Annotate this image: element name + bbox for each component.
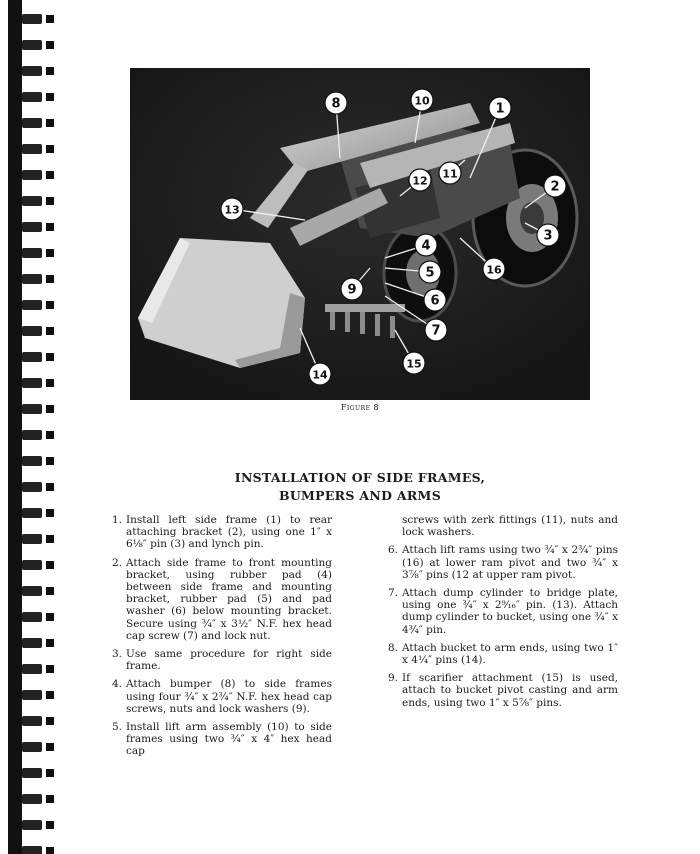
binding-hole (46, 587, 54, 595)
binding-hole (46, 119, 54, 127)
binding-coil (22, 92, 42, 102)
step-number: 9. (388, 672, 399, 685)
step-item (112, 721, 332, 758)
callout-11 (439, 162, 461, 184)
binding-coil (22, 300, 42, 310)
step-number: 5. (112, 721, 123, 734)
binding-hole (46, 665, 54, 673)
binding-hole (46, 795, 54, 803)
binding-coil (22, 638, 42, 648)
step-text: Attach lift rams using two ¾″ x 2¾″ pins (16) at lower ram pivot and two ¾″ x 3⅞″ pins (12 at upper ram pivot. (402, 544, 618, 581)
binding-coil (22, 794, 42, 804)
binding-coil (22, 846, 42, 854)
callout-label: 8 (331, 96, 341, 112)
callout-label: 4 (421, 238, 431, 254)
binding-hole (46, 431, 54, 439)
binding-hole (46, 275, 54, 283)
binding-coil (22, 274, 42, 284)
binding-coil (22, 66, 42, 76)
callout-label: 5 (425, 265, 435, 281)
step-text: Attach dump cylinder to bridge plate, using one ¾″ x 2⁹⁄₁₆″ pin. (13). Attach dump cylinder to bucket, using one ¾″ x 4¾″ pin. (402, 587, 618, 636)
binding-coil (22, 404, 42, 414)
binding-coil (22, 482, 42, 492)
callout-12 (409, 169, 431, 191)
binding-hole (46, 561, 54, 569)
callout-label: 11 (442, 167, 458, 181)
binding-hole (46, 743, 54, 751)
callout-label: 10 (414, 94, 430, 108)
callout-5 (419, 261, 441, 283)
callout-label: 13 (224, 203, 240, 217)
binding-coil (22, 326, 42, 336)
tractor-loader-photo (130, 68, 590, 400)
binding-hole (46, 379, 54, 387)
step-item (388, 642, 618, 666)
binding-coil (22, 456, 42, 466)
callout-label: 1 (495, 101, 505, 117)
step-item (388, 544, 618, 581)
binding-hole (46, 41, 54, 49)
callout-label: 3 (543, 228, 553, 244)
step-text: Install left side frame (1) to rear attaching bracket (2), using one 1″ x 6⅛″ pin (3) and lynch pin. (126, 514, 332, 551)
binding-hole (46, 327, 54, 335)
binding-coil (22, 716, 42, 726)
step-item (112, 557, 332, 642)
binding-hole (46, 847, 54, 854)
binding-coil (22, 612, 42, 622)
binding-hole (46, 405, 54, 413)
binding-coil (22, 40, 42, 50)
instructions-column-right (388, 514, 618, 715)
binding-hole (46, 67, 54, 75)
step-text: Attach side frame to front mounting bracket, using rubber pad (4) between side frame and mounting bracket, rubber pad (5) and pad washer (6) below mounting bracket. Secure using ¾″ x 3½″ N.F. hex head cap screw (7) and lock nut. (126, 556, 332, 642)
binding-hole (46, 301, 54, 309)
step-number: 6. (388, 544, 399, 557)
callout-label: 12 (412, 174, 428, 188)
binding-hole (46, 457, 54, 465)
binding-coil (22, 508, 42, 518)
binding-hole (46, 483, 54, 491)
callout-15 (403, 352, 425, 374)
callout-1 (489, 97, 511, 119)
binding-hole (46, 353, 54, 361)
callout-13 (221, 198, 243, 220)
step-number: 1. (112, 514, 123, 526)
binding-coil (22, 170, 42, 180)
binding-hole (46, 613, 54, 621)
callout-3 (537, 224, 559, 246)
step-number: 3. (112, 648, 123, 661)
binding-hole (46, 717, 54, 725)
step-number: 7. (388, 587, 399, 600)
callout-label: 9 (347, 282, 357, 298)
binding-coil (22, 690, 42, 700)
binding-coil (22, 534, 42, 544)
step-item (112, 678, 332, 715)
step-item (388, 587, 618, 636)
binding-coil (22, 14, 42, 24)
binding-coil (22, 820, 42, 830)
binding-coil (22, 352, 42, 362)
binding-coil (22, 586, 42, 596)
step-text: Attach bumper (8) to side frames using four ¾″ x 2¾″ N.F. hex head cap screws, nuts and lock washers (9). (126, 678, 332, 715)
callout-label: 6 (430, 293, 440, 309)
step-item (112, 648, 332, 672)
binding-hole (46, 509, 54, 517)
binding-coil (22, 248, 42, 258)
callout-9 (341, 278, 363, 300)
binding-hole (46, 535, 54, 543)
callout-7 (425, 319, 447, 341)
binding-hole (46, 821, 54, 829)
callout-label: 7 (431, 323, 441, 339)
binding-coil (22, 560, 42, 570)
step-number: 8. (388, 641, 399, 654)
callout-14 (309, 363, 331, 385)
callout-label: 14 (312, 368, 328, 382)
step-item (388, 672, 618, 709)
step-continuation-text: screws with zerk fittings (11), nuts and lock washers. (402, 514, 618, 539)
spiral-binding (0, 0, 60, 854)
binding-coil (22, 742, 42, 752)
callout-label: 15 (406, 357, 422, 371)
binding-coil (22, 768, 42, 778)
callout-10 (411, 89, 433, 111)
step-item (112, 514, 332, 551)
binding-coil (22, 378, 42, 388)
callout-6 (424, 289, 446, 311)
binding-coil (22, 664, 42, 674)
binding-coil (22, 196, 42, 206)
callout-label: 2 (550, 179, 560, 195)
binding-hole (46, 223, 54, 231)
callout-4 (415, 234, 437, 256)
callout-16 (483, 258, 505, 280)
binding-hole (46, 249, 54, 257)
binding-hole (46, 15, 54, 23)
callout-8 (325, 92, 347, 114)
binding-hole (46, 197, 54, 205)
binding-hole (46, 691, 54, 699)
callout-label: 16 (486, 263, 502, 277)
step-number: 4. (112, 678, 123, 691)
binding-hole (46, 145, 54, 153)
binding-coil (22, 222, 42, 232)
binding-hole (46, 93, 54, 101)
binding-coil (22, 118, 42, 128)
binding-hole (46, 639, 54, 647)
instructions-column-left (112, 514, 332, 764)
section-title-line-2: BUMPERS AND ARMS (278, 488, 442, 503)
step-text: Install lift arm assembly (10) to side frames using two ¾″ x 4″ hex head cap (126, 721, 332, 758)
binding-hole (46, 171, 54, 179)
step-text: Attach bucket to arm ends, using two 1″ x 4¼″ pins (14). (402, 641, 618, 667)
callout-2 (544, 175, 566, 197)
figure-caption: Figure 8 (340, 403, 380, 412)
step-text: Use same procedure for right side frame. (126, 648, 332, 673)
binding-coil (22, 430, 42, 440)
binding-hole (46, 769, 54, 777)
binding-coil (22, 144, 42, 154)
step-number: 2. (112, 556, 123, 569)
step-text: If scarifier attachment (15) is used, attach to bucket pivot casting and arm ends, using two 1″ x 5⅞″ pins. (402, 672, 618, 709)
section-title-line-1: INSTALLATION OF SIDE FRAMES, (234, 470, 486, 485)
